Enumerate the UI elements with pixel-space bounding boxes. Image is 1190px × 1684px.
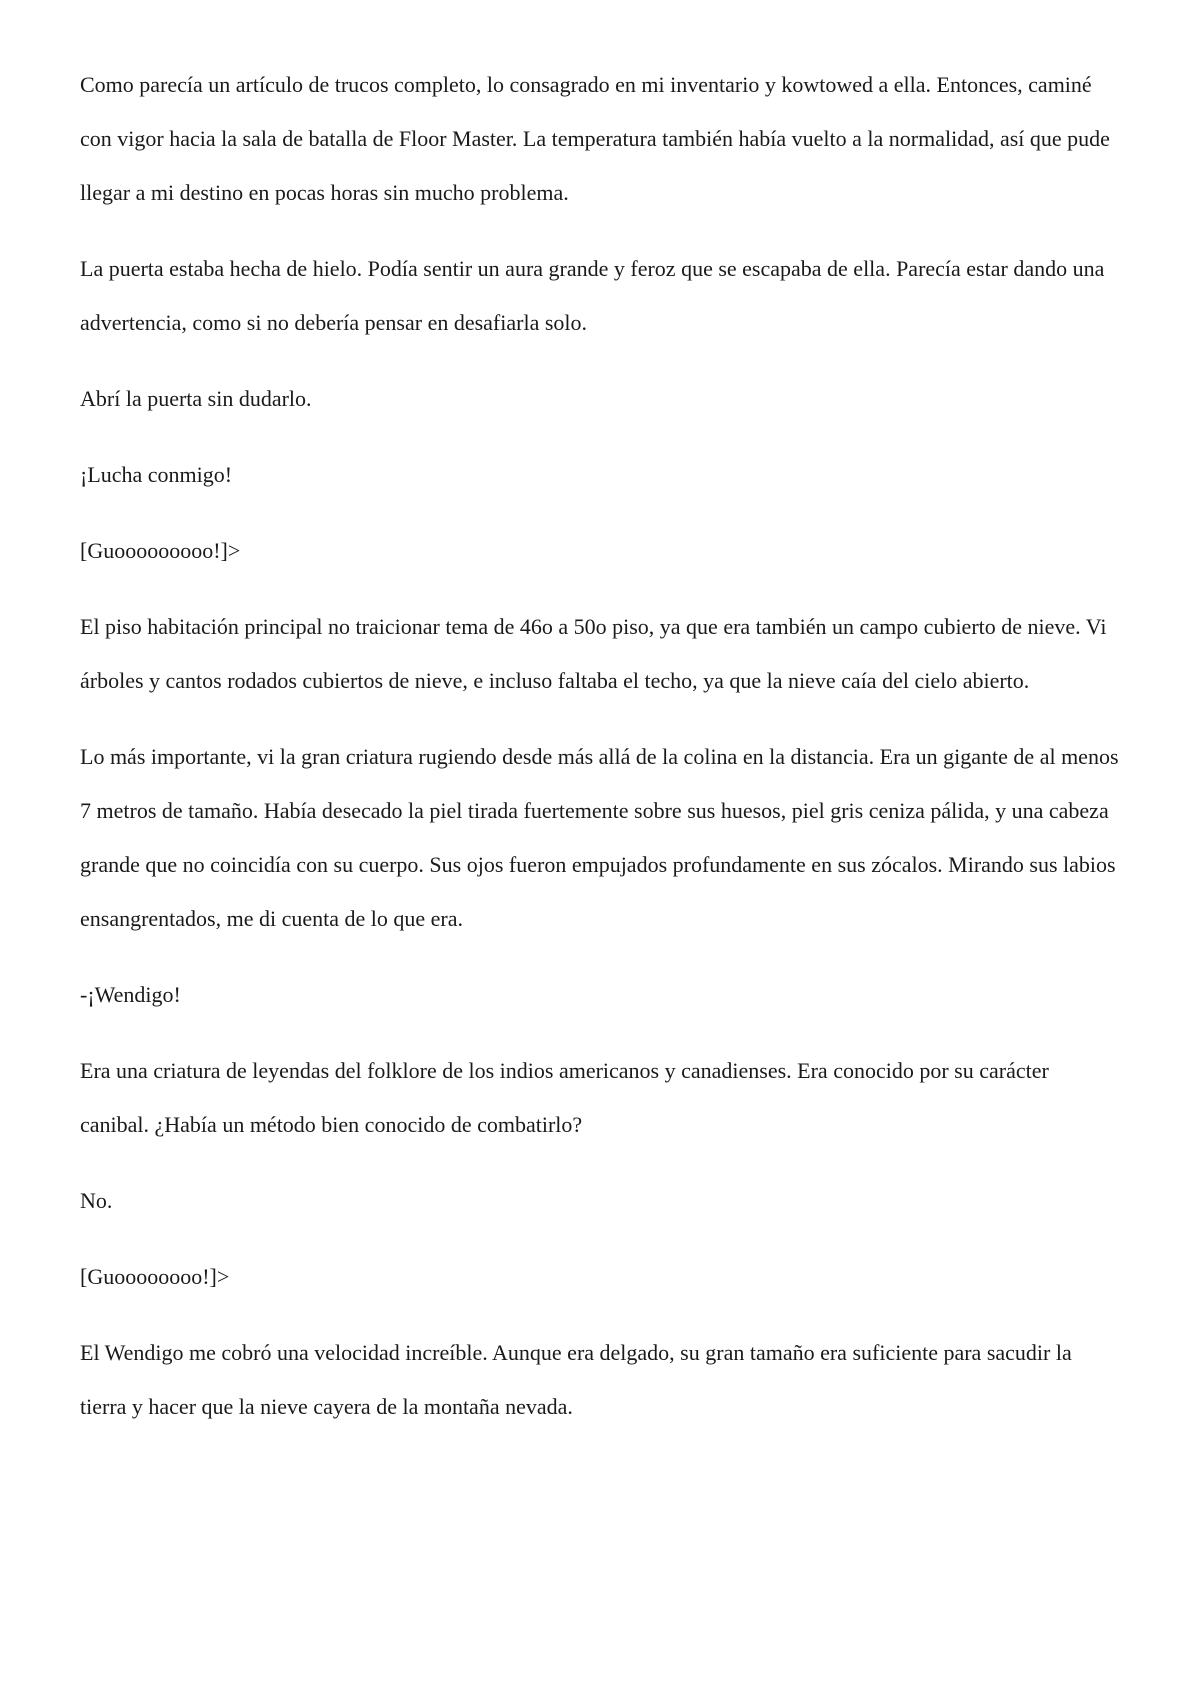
- paragraph: Abrí la puerta sin dudarlo.: [80, 386, 312, 411]
- paragraph: La puerta estaba hecha de hielo. Podía sentir un aura grande y feroz que se escapaba de ella. Parecía estar dando una advertencia, como si no debería pensar en desafiarla solo.: [80, 256, 1105, 335]
- paragraph: [Guooooooooo!]>: [80, 538, 241, 563]
- paragraph: [Guoooooooo!]>: [80, 1264, 230, 1289]
- paragraph: Lo más importante, vi la gran criatura rugiendo desde más allá de la colina en la distancia. Era un gigante de al menos 7 metros de tamaño. Había desecado la piel tirada fuertemente sobre sus huesos, piel gris ceniza pálida, y una cabeza grande que no coincidía con su cuerpo. Sus ojos fueron empujados profundamente en sus zócalos. Mirando sus labios ensangrentados, me di cuenta de lo que era.: [80, 744, 1119, 931]
- paragraph: Como parecía un artículo de trucos completo, lo consagrado en mi inventario y kowtowed a ella. Entonces, caminé con vigor hacia la sala de batalla de Floor Master. La temperatura también había vuelto a la normalidad, así que pude llegar a mi destino en pocas horas sin mucho problema.: [80, 72, 1110, 205]
- paragraph: ¡Lucha conmigo!: [80, 462, 233, 487]
- paragraph: Era una criatura de leyendas del folklore de los indios americanos y canadienses. Era conocido por su carácter canibal. ¿Había un método bien conocido de combatirlo?: [80, 1058, 1049, 1137]
- paragraph: No.: [80, 1188, 113, 1213]
- paragraph: El piso habitación principal no traicionar tema de 46o a 50o piso, ya que era también un campo cubierto de nieve. Vi árboles y cantos rodados cubiertos de nieve, e incluso faltaba el techo, ya que la nieve caía del cielo abierto.: [80, 614, 1107, 693]
- paragraph: -¡Wendigo!: [80, 982, 181, 1007]
- paragraph: El Wendigo me cobró una velocidad increíble. Aunque era delgado, su gran tamaño era suficiente para sacudir la tierra y hacer que la nieve cayera de la montaña nevada.: [80, 1340, 1072, 1419]
- document-page: [80, 58, 1120, 1434]
